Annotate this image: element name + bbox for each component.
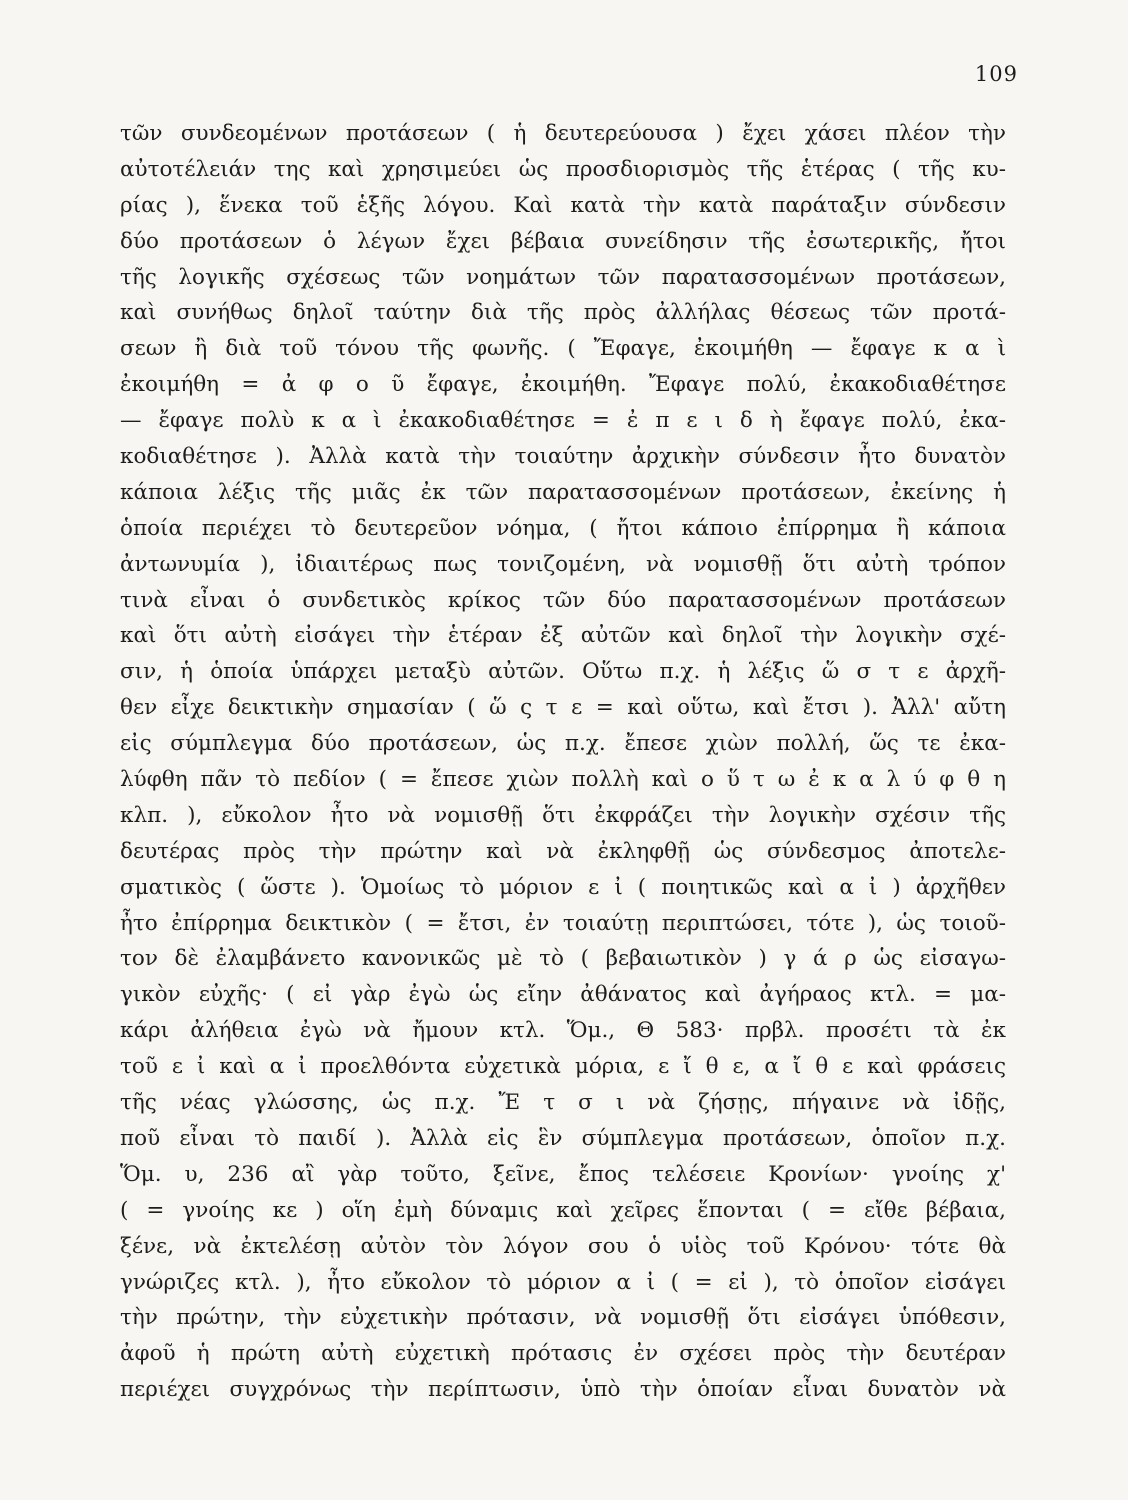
text-line: δύο προτάσεων ὁ λέγων ἔχει βέβαια συνείδησιν τῆς ἐσωτερικῆς, ἤτοι — [120, 228, 1006, 254]
page-number: 109 — [974, 62, 1018, 86]
text-line: γνώριζες κτλ. ), ἦτο εὔκολον τὸ μόριον α ἰ ( = εἰ ), τὸ ὁποῖον εἰσάγει — [120, 1269, 1006, 1295]
text-line: δευτέρας πρὸς τὴν πρώτην καὶ νὰ ἐκληφθῇ ὡς σύνδεσμος ἀποτελε- — [120, 838, 1006, 864]
text-line: ἐκοιμήθη = ἀ φ ο ῦ ἔφαγε, ἐκοιμήθη. Ἔφαγε πολύ, ἐκακοδιαθέτησε — [120, 372, 1006, 398]
text-line: ἀντωνυμία ), ἰδιαιτέρως πως τονιζομένη, νὰ νομισθῇ ὅτι αὐτὴ τρόπον — [120, 551, 1006, 577]
text-line: θεν εἶχε δεικτικὴν σημασίαν ( ὥ ς τ ε = καὶ οὕτω, καὶ ἔτσι ). Ἀλλ' αὔτη — [120, 695, 1006, 721]
text-line: περιέχει συγχρόνως τὴν περίπτωσιν, ὑπὸ τὴν ὁποίαν εἶναι δυνατὸν νὰ — [120, 1377, 1006, 1403]
text-line: Ὅμ. υ, 236 αἲ γὰρ τοῦτο, ξεῖνε, ἔπος τελέσειε Κρονίων· γνοίης χ' — [120, 1161, 1006, 1187]
text-line: τινὰ εἶναι ὁ συνδετικὸς κρίκος τῶν δύο παρατασσομένων προτάσεων — [120, 587, 1006, 613]
text-line: ( = γνοίης κε ) οἵη ἐμὴ δύναμις καὶ χεῖρες ἕπονται ( = εἴθε βέβαια, — [120, 1197, 1006, 1223]
text-line: κάρι ἀλήθεια ἐγὼ νὰ ἤμουν κτλ. Ὅμ., Θ 583· πρβλ. προσέτι τὰ ἐκ — [120, 1018, 1006, 1044]
text-line: κάποια λέξις τῆς μιᾶς ἐκ τῶν παρατασσομένων προτάσεων, ἐκείνης ἡ — [120, 479, 1006, 505]
text-line: τῶν συνδεομένων προτάσεων ( ἡ δευτερεύουσα ) ἔχει χάσει πλέον τὴν — [120, 121, 1006, 146]
text-line: ποῦ εἶναι τὸ παιδί ). Ἀλλὰ εἰς ἓν σύμπλεγμα προτάσεων, ὁποῖον π.χ. — [120, 1125, 1006, 1151]
text-line: καὶ ὅτι αὐτὴ εἰσάγει τὴν ἑτέραν ἐξ αὐτῶν καὶ δηλοῖ τὴν λογικὴν σχέ- — [120, 623, 1006, 649]
text-line: κλπ. ), εὔκολον ἦτο νὰ νομισθῇ ὅτι ἐκφράζει τὴν λογικὴν σχέσιν τῆς — [120, 802, 1006, 828]
text-line: ξένε, νὰ ἐκτελέσῃ αὐτὸν τὸν λόγον σου ὁ υἱὸς τοῦ Κρόνου· τότε θὰ — [120, 1233, 1006, 1259]
text-line: σεων ἢ διὰ τοῦ τόνου τῆς φωνῆς. ( Ἔφαγε, ἐκοιμήθη — ἔφαγε κ α ὶ — [120, 336, 1006, 362]
text-line: κοδιαθέτησε ). Ἀλλὰ κατὰ τὴν τοιαύτην ἀρχικὴν σύνδεσιν ἦτο δυνατὸν — [120, 444, 1006, 470]
text-line: ὁποία περιέχει τὸ δευτερεῦον νόημα, ( ἤτοι κάποιο ἐπίρρημα ἢ κάποια — [120, 515, 1006, 541]
body-text — [120, 116, 1006, 1408]
text-line: — ἔφαγε πολὺ κ α ὶ ἐκακοδιαθέτησε = ἐ π ε ι δ ὴ ἔφαγε πολύ, ἐκα- — [120, 408, 1006, 434]
text-line: εἰς σύμπλεγμα δύο προτάσεων, ὡς π.χ. ἔπεσε χιὼν πολλή, ὥς τε ἐκα- — [120, 731, 1006, 757]
text-line: τον δὲ ἐλαμβάνετο κανονικῶς μὲ τὸ ( βεβαιωτικὸν ) γ ά ρ ὡς εἰσαγω- — [120, 946, 1006, 972]
text-line: τῆς λογικῆς σχέσεως τῶν νοημάτων τῶν παρατασσομένων προτάσεων, — [120, 264, 1006, 290]
text-line: ἦτο ἐπίρρημα δεικτικὸν ( = ἔτσι, ἐν τοιαύτῃ περιπτώσει, τότε ), ὡς τοιοῦ- — [120, 910, 1006, 936]
text-line: τῆς νέας γλώσσης, ὡς π.χ. Ἔ τ σ ι νὰ ζήσῃς, πήγαινε νὰ ἰδῇς, — [120, 1090, 1006, 1116]
text-line: τὴν πρώτην, τὴν εὐχετικὴν πρότασιν, νὰ νομισθῇ ὅτι εἰσάγει ὑπόθεσιν, — [120, 1305, 1006, 1331]
text-line: αὐτοτέλειάν της καὶ χρησιμεύει ὡς προσδιορισμὸς τῆς ἑτέρας ( τῆς κυ- — [120, 156, 1006, 182]
text-line: γικὸν εὐχῆς· ( εἰ γὰρ ἐγὼ ὡς εἴην ἀθάνατος καὶ ἀγήραος κτλ. = μα- — [120, 982, 1006, 1008]
text-line: ἀφοῦ ἡ πρώτη αὐτὴ εὐχετικὴ πρότασις ἐν σχέσει πρὸς τὴν δευτέραν — [120, 1341, 1006, 1367]
text-line: τοῦ ε ἰ καὶ α ἰ προελθόντα εὐχετικὰ μόρια, ε ἴ θ ε, α ἴ θ ε καὶ φράσεις — [120, 1054, 1006, 1080]
text-line: καὶ συνήθως δηλοῖ ταύτην διὰ τῆς πρὸς ἀλλήλας θέσεως τῶν προτά- — [120, 300, 1006, 326]
text-line: σματικὸς ( ὥστε ). Ὁμοίως τὸ μόριον ε ἰ ( ποιητικῶς καὶ α ἰ ) ἀρχῆθεν — [120, 874, 1006, 900]
text-line: σιν, ἡ ὁποία ὑπάρχει μεταξὺ αὐτῶν. Οὕτω π.χ. ἡ λέξις ὥ σ τ ε ἀρχῆ- — [120, 659, 1006, 685]
text-line: λύφθη πᾶν τὸ πεδίον ( = ἔπεσε χιὼν πολλὴ καὶ ο ὕ τ ω ἐ κ α λ ύ φ θ η — [120, 767, 1006, 793]
text-line: ρίας ), ἕνεκα τοῦ ἑξῆς λόγου. Καὶ κατὰ τὴν κατὰ παράταξιν σύνδεσιν — [120, 192, 1006, 218]
